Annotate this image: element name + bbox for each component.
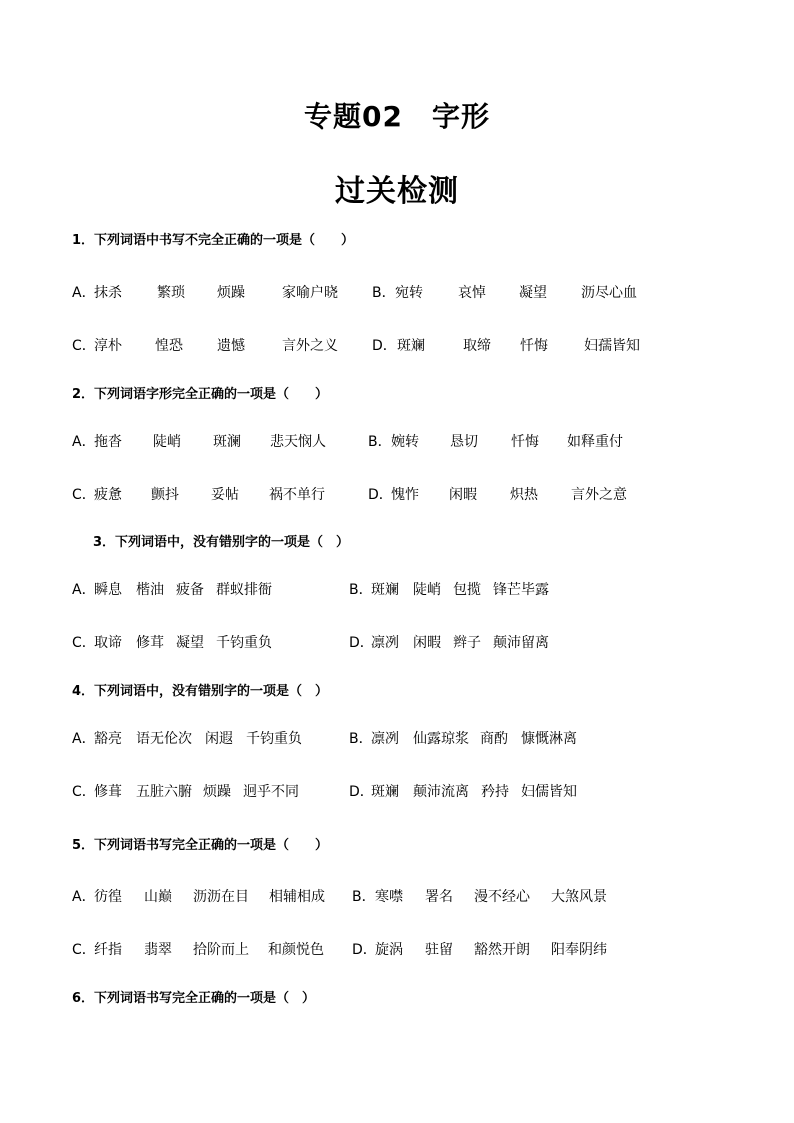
q4-d-word-3: 矜持 <box>481 784 509 800</box>
q3-option-c-label: C． <box>72 635 96 651</box>
q5-option-d-label: D． <box>352 942 377 958</box>
question-4-stem: 4．下列词语中，没有错别字的一项是（ ） <box>72 684 329 699</box>
q5-c-word-1: 纤指 <box>94 942 122 958</box>
q1-b-word-4: 沥尽心血 <box>581 285 637 301</box>
q2-d-word-2: 闲暇 <box>449 487 477 503</box>
q2-d-word-3: 炽热 <box>510 487 538 503</box>
q5-b-word-3: 漫不经心 <box>474 889 530 905</box>
q5-a-word-4: 相辅相成 <box>269 889 325 905</box>
q2-c-word-4: 祸不单行 <box>269 487 325 503</box>
q5-b-word-2: 署名 <box>425 889 453 905</box>
q3-a-word-3: 疲备 <box>176 582 204 598</box>
q3-b-word-3: 包揽 <box>453 582 481 598</box>
q2-a-word-1: 拖沓 <box>94 434 122 450</box>
q2-b-word-3: 忏悔 <box>511 434 539 450</box>
q3-d-word-2: 闲暇 <box>413 635 441 651</box>
q2-d-word-1: 愧怍 <box>391 487 419 503</box>
q1-option-d-label: D． <box>372 338 397 354</box>
q2-a-word-2: 陡峭 <box>153 434 181 450</box>
q5-c-word-2: 翡翠 <box>144 942 172 958</box>
q5-d-word-4: 阳奉阴纬 <box>551 942 607 958</box>
page-title: 专题02 字形 <box>304 100 490 133</box>
q4-a-word-4: 千钧重负 <box>246 731 302 747</box>
q4-b-word-4: 慷慨淋离 <box>521 731 577 747</box>
q1-a-word-2: 繁琐 <box>157 285 185 301</box>
q3-c-word-3: 凝望 <box>176 635 204 651</box>
q5-c-word-3: 拾阶而上 <box>193 942 249 958</box>
q2-b-word-1: 婉转 <box>391 434 419 450</box>
q2-option-b-label: B． <box>368 434 392 450</box>
q4-d-word-1: 斑斓 <box>371 784 399 800</box>
q4-option-d-label: D． <box>349 784 374 800</box>
q1-b-word-2: 哀悼 <box>458 285 486 301</box>
q3-a-word-2: 楷油 <box>136 582 164 598</box>
q4-b-word-2: 仙露琼浆 <box>413 731 469 747</box>
q4-d-word-4: 妇儒皆知 <box>521 784 577 800</box>
q1-a-word-4: 家喻户晓 <box>282 285 338 301</box>
q1-option-b-label: B． <box>372 285 396 301</box>
q2-c-word-3: 妥帖 <box>211 487 239 503</box>
q1-option-c-label: C． <box>72 338 96 354</box>
q3-a-word-1: 瞬息 <box>94 582 122 598</box>
q1-c-word-3: 遗憾 <box>217 338 245 354</box>
q3-d-word-1: 凛冽 <box>371 635 399 651</box>
q4-c-word-1: 修葺 <box>94 784 122 800</box>
q2-option-d-label: D． <box>368 487 393 503</box>
q3-a-word-4: 群蚁排衙 <box>216 582 272 598</box>
q2-c-word-2: 颤抖 <box>151 487 179 503</box>
q4-a-word-3: 闲遐 <box>205 731 233 747</box>
q5-d-word-2: 驻留 <box>425 942 453 958</box>
q1-c-word-4: 言外之义 <box>282 338 338 354</box>
q2-a-word-3: 斑澜 <box>213 434 241 450</box>
q3-option-a-label: A． <box>72 582 96 598</box>
question-5-stem: 5．下列词语书写完全正确的一项是（ ） <box>72 838 329 853</box>
q2-b-word-2: 恳切 <box>450 434 478 450</box>
q3-b-word-2: 陡峭 <box>413 582 441 598</box>
q5-a-word-2: 山巅 <box>144 889 172 905</box>
q1-a-word-3: 烦躁 <box>217 285 245 301</box>
q4-c-word-3: 烦躁 <box>203 784 231 800</box>
q3-d-word-4: 颠沛留离 <box>493 635 549 651</box>
q1-d-word-1: 斑斓 <box>397 338 425 354</box>
q3-b-word-4: 锋芒毕露 <box>493 582 549 598</box>
q1-d-word-4: 妇孺皆知 <box>584 338 640 354</box>
q3-c-word-2: 修茸 <box>136 635 164 651</box>
q4-a-word-2: 语无伦次 <box>136 731 192 747</box>
q4-option-a-label: A． <box>72 731 96 747</box>
q5-option-b-label: B． <box>352 889 376 905</box>
q5-d-word-3: 豁然开朗 <box>474 942 530 958</box>
q4-b-word-3: 商酌 <box>480 731 508 747</box>
q5-d-word-1: 旋涡 <box>375 942 403 958</box>
q1-c-word-2: 惶恐 <box>155 338 183 354</box>
q1-c-word-1: 淳朴 <box>94 338 122 354</box>
q2-option-c-label: C． <box>72 487 96 503</box>
q3-b-word-1: 斑斓 <box>371 582 399 598</box>
question-6-stem: 6．下列词语书写完全正确的一项是（ ） <box>72 991 316 1006</box>
q1-b-word-1: 宛转 <box>395 285 423 301</box>
q4-c-word-2: 五脏六腑 <box>136 784 192 800</box>
q3-d-word-3: 辫子 <box>453 635 481 651</box>
q5-option-a-label: A． <box>72 889 96 905</box>
q2-b-word-4: 如释重付 <box>567 434 623 450</box>
q5-c-word-4: 和颜悦色 <box>268 942 324 958</box>
q2-a-word-4: 悲天悯人 <box>270 434 326 450</box>
q1-d-word-2: 取缔 <box>463 338 491 354</box>
q2-c-word-1: 疲惫 <box>94 487 122 503</box>
q1-option-a-label: A． <box>72 285 96 301</box>
q1-d-word-3: 忏悔 <box>520 338 548 354</box>
page-subtitle: 过关检测 <box>335 174 459 209</box>
q5-a-word-3: 沥沥在目 <box>193 889 249 905</box>
q4-a-word-1: 豁亮 <box>94 731 122 747</box>
question-1-stem: 1．下列词语中书写不完全正确的一项是（ ） <box>72 233 355 248</box>
q1-b-word-3: 凝望 <box>519 285 547 301</box>
q5-b-word-4: 大煞风景 <box>551 889 607 905</box>
q4-d-word-2: 颠沛流离 <box>413 784 469 800</box>
q3-option-b-label: B． <box>349 582 373 598</box>
question-2-stem: 2．下列词语字形完全正确的一项是（ ） <box>72 387 329 402</box>
q5-option-c-label: C． <box>72 942 96 958</box>
question-3-stem: 3．下列词语中，没有错别字的一项是（ ） <box>93 535 350 550</box>
q4-b-word-1: 凛冽 <box>371 731 399 747</box>
q3-option-d-label: D． <box>349 635 374 651</box>
q2-option-a-label: A． <box>72 434 96 450</box>
q4-option-b-label: B． <box>349 731 373 747</box>
q3-c-word-4: 千钧重负 <box>216 635 272 651</box>
q4-c-word-4: 迥乎不同 <box>243 784 299 800</box>
q3-c-word-1: 取谛 <box>94 635 122 651</box>
q1-a-word-1: 抹杀 <box>94 285 122 301</box>
q4-option-c-label: C． <box>72 784 96 800</box>
q5-a-word-1: 彷徨 <box>94 889 122 905</box>
q2-d-word-4: 言外之意 <box>571 487 627 503</box>
q5-b-word-1: 寒噤 <box>375 889 403 905</box>
